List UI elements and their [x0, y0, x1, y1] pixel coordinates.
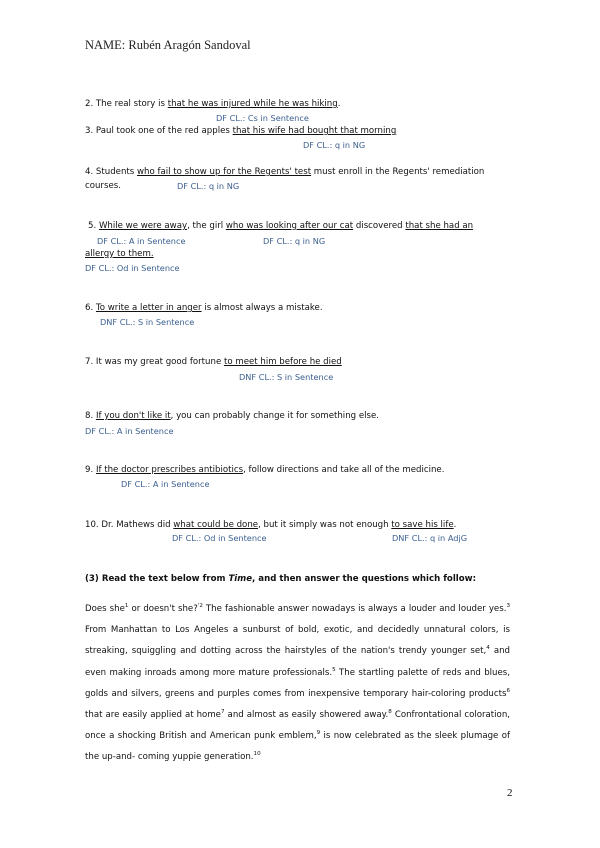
- q10-underlined-clause-2: to save his life: [391, 520, 454, 530]
- passage-line-4: even making inroads among more mature professionals.$^5$ The startling palette of reds and blues,: [85, 666, 510, 678]
- q2-underlined-clause: that he was injured while he was hiking: [167, 99, 338, 109]
- q5-underlined-clause-2: who was looking after our cat: [225, 221, 354, 231]
- q4-underlined-clause: who fail to show up for the Regents' test: [136, 167, 312, 177]
- section-3-heading: (3) Read the text below from Time, and then answer the questions which follow:: [85, 574, 477, 584]
- question-2: 2. The real story is that he was injured while he was hiking.: [85, 99, 341, 109]
- q3-underlined-clause: that his wife had bought that morning: [232, 126, 397, 136]
- question-4-line2: courses.: [85, 181, 121, 191]
- question-6: 6. To write a letter in anger is almost always a mistake.: [85, 303, 323, 313]
- question-7: 7. It was my great good fortune to meet him before he died: [85, 357, 342, 367]
- student-name-header: NAME: Rubén Aragón Sandoval: [85, 38, 251, 52]
- passage-line-7: once a shocking British and American punk emblem,$^9$ is now celebrated as the sleek plumage of: [85, 730, 510, 742]
- q5-annotation-2: DF CL.: q in NG: [263, 236, 326, 246]
- q7-annotation: DNF CL.: S in Sentence: [239, 372, 334, 382]
- passage-line-6: that are easily applied at home$^7$ and almost as easily showered away.$^8$ Confrontational coloration,: [85, 709, 510, 721]
- q9-underlined-clause: If the doctor prescribes antibiotics: [95, 465, 244, 475]
- q10-annotation-1: DF CL.: Od in Sentence: [172, 533, 267, 543]
- passage-line-5: golds and silvers, greens and purples comes from inexpensive temporary hair-coloring products$^6$: [85, 687, 510, 699]
- question-8: 8. If you don't like it, you can probably change it for something else.: [85, 411, 379, 421]
- q10-underlined-clause-1: what could be done: [173, 520, 259, 530]
- question-3: 3. Paul took one of the red apples that his wife had bought that morning: [85, 126, 397, 136]
- time-passage: [85, 599, 510, 769]
- q2-annotation: DF CL.: Cs in Sentence: [216, 113, 309, 123]
- q6-annotation: DNF CL.: S in Sentence: [100, 317, 195, 327]
- q5-underlined-clause-1: While we were away: [98, 221, 188, 231]
- page-number: 2: [507, 787, 513, 799]
- q10-annotation-2: DNF CL.: q in AdjG: [392, 533, 468, 543]
- q6-underlined-clause: To write a letter in anger: [95, 303, 202, 313]
- q5-annotation-1: DF CL.: A in Sentence: [97, 236, 186, 246]
- q5-underlined-clause-3: that she had an: [405, 221, 474, 231]
- q9-annotation: DF CL.: A in Sentence: [121, 479, 210, 489]
- q3-annotation: DF CL.: q in NG: [303, 140, 366, 150]
- question-5: 5. While we were away, the girl who was looking after our cat discovered that she had an: [88, 221, 474, 231]
- q5-underlined-clause-3-cont: allergy to them.: [85, 249, 154, 259]
- q4-annotation: DF CL.: q in NG: [177, 181, 240, 191]
- passage-line-3: streaking, squiggling and dotting across the hairstyles of the nation's trendy younger set,$^4$ and: [85, 645, 511, 657]
- q8-annotation: DF CL.: A in Sentence: [85, 426, 174, 436]
- q5-annotation-3: DF CL.: Od in Sentence: [85, 263, 180, 273]
- passage-line-2: From Manhattan to Los Angeles a sunburst of bold, exotic, and decidedly unnatural colors, is: [85, 625, 510, 636]
- passage-line-8: the up-and- coming yuppie generation.$^{10}$: [85, 751, 261, 763]
- q8-underlined-clause: If you don't like it: [95, 411, 171, 421]
- question-5-line2: [85, 249, 154, 260]
- question-10: 10. Dr. Mathews did what could be done, but it simply was not enough to save his life.: [85, 520, 457, 530]
- q7-underlined-clause: to meet him before he died: [223, 357, 342, 367]
- question-4: 4. Students who fail to show up for the Regents' test must enroll in the Regents' remediation: [85, 167, 485, 177]
- passage-line-1: Does she$^1$ or doesn't she?$^{'2}$ The fashionable answer nowadays is always a louder and louder yes.$^3$: [85, 603, 510, 614]
- question-9: 9. If the doctor prescribes antibiotics, follow directions and take all of the medicine.: [85, 465, 445, 475]
